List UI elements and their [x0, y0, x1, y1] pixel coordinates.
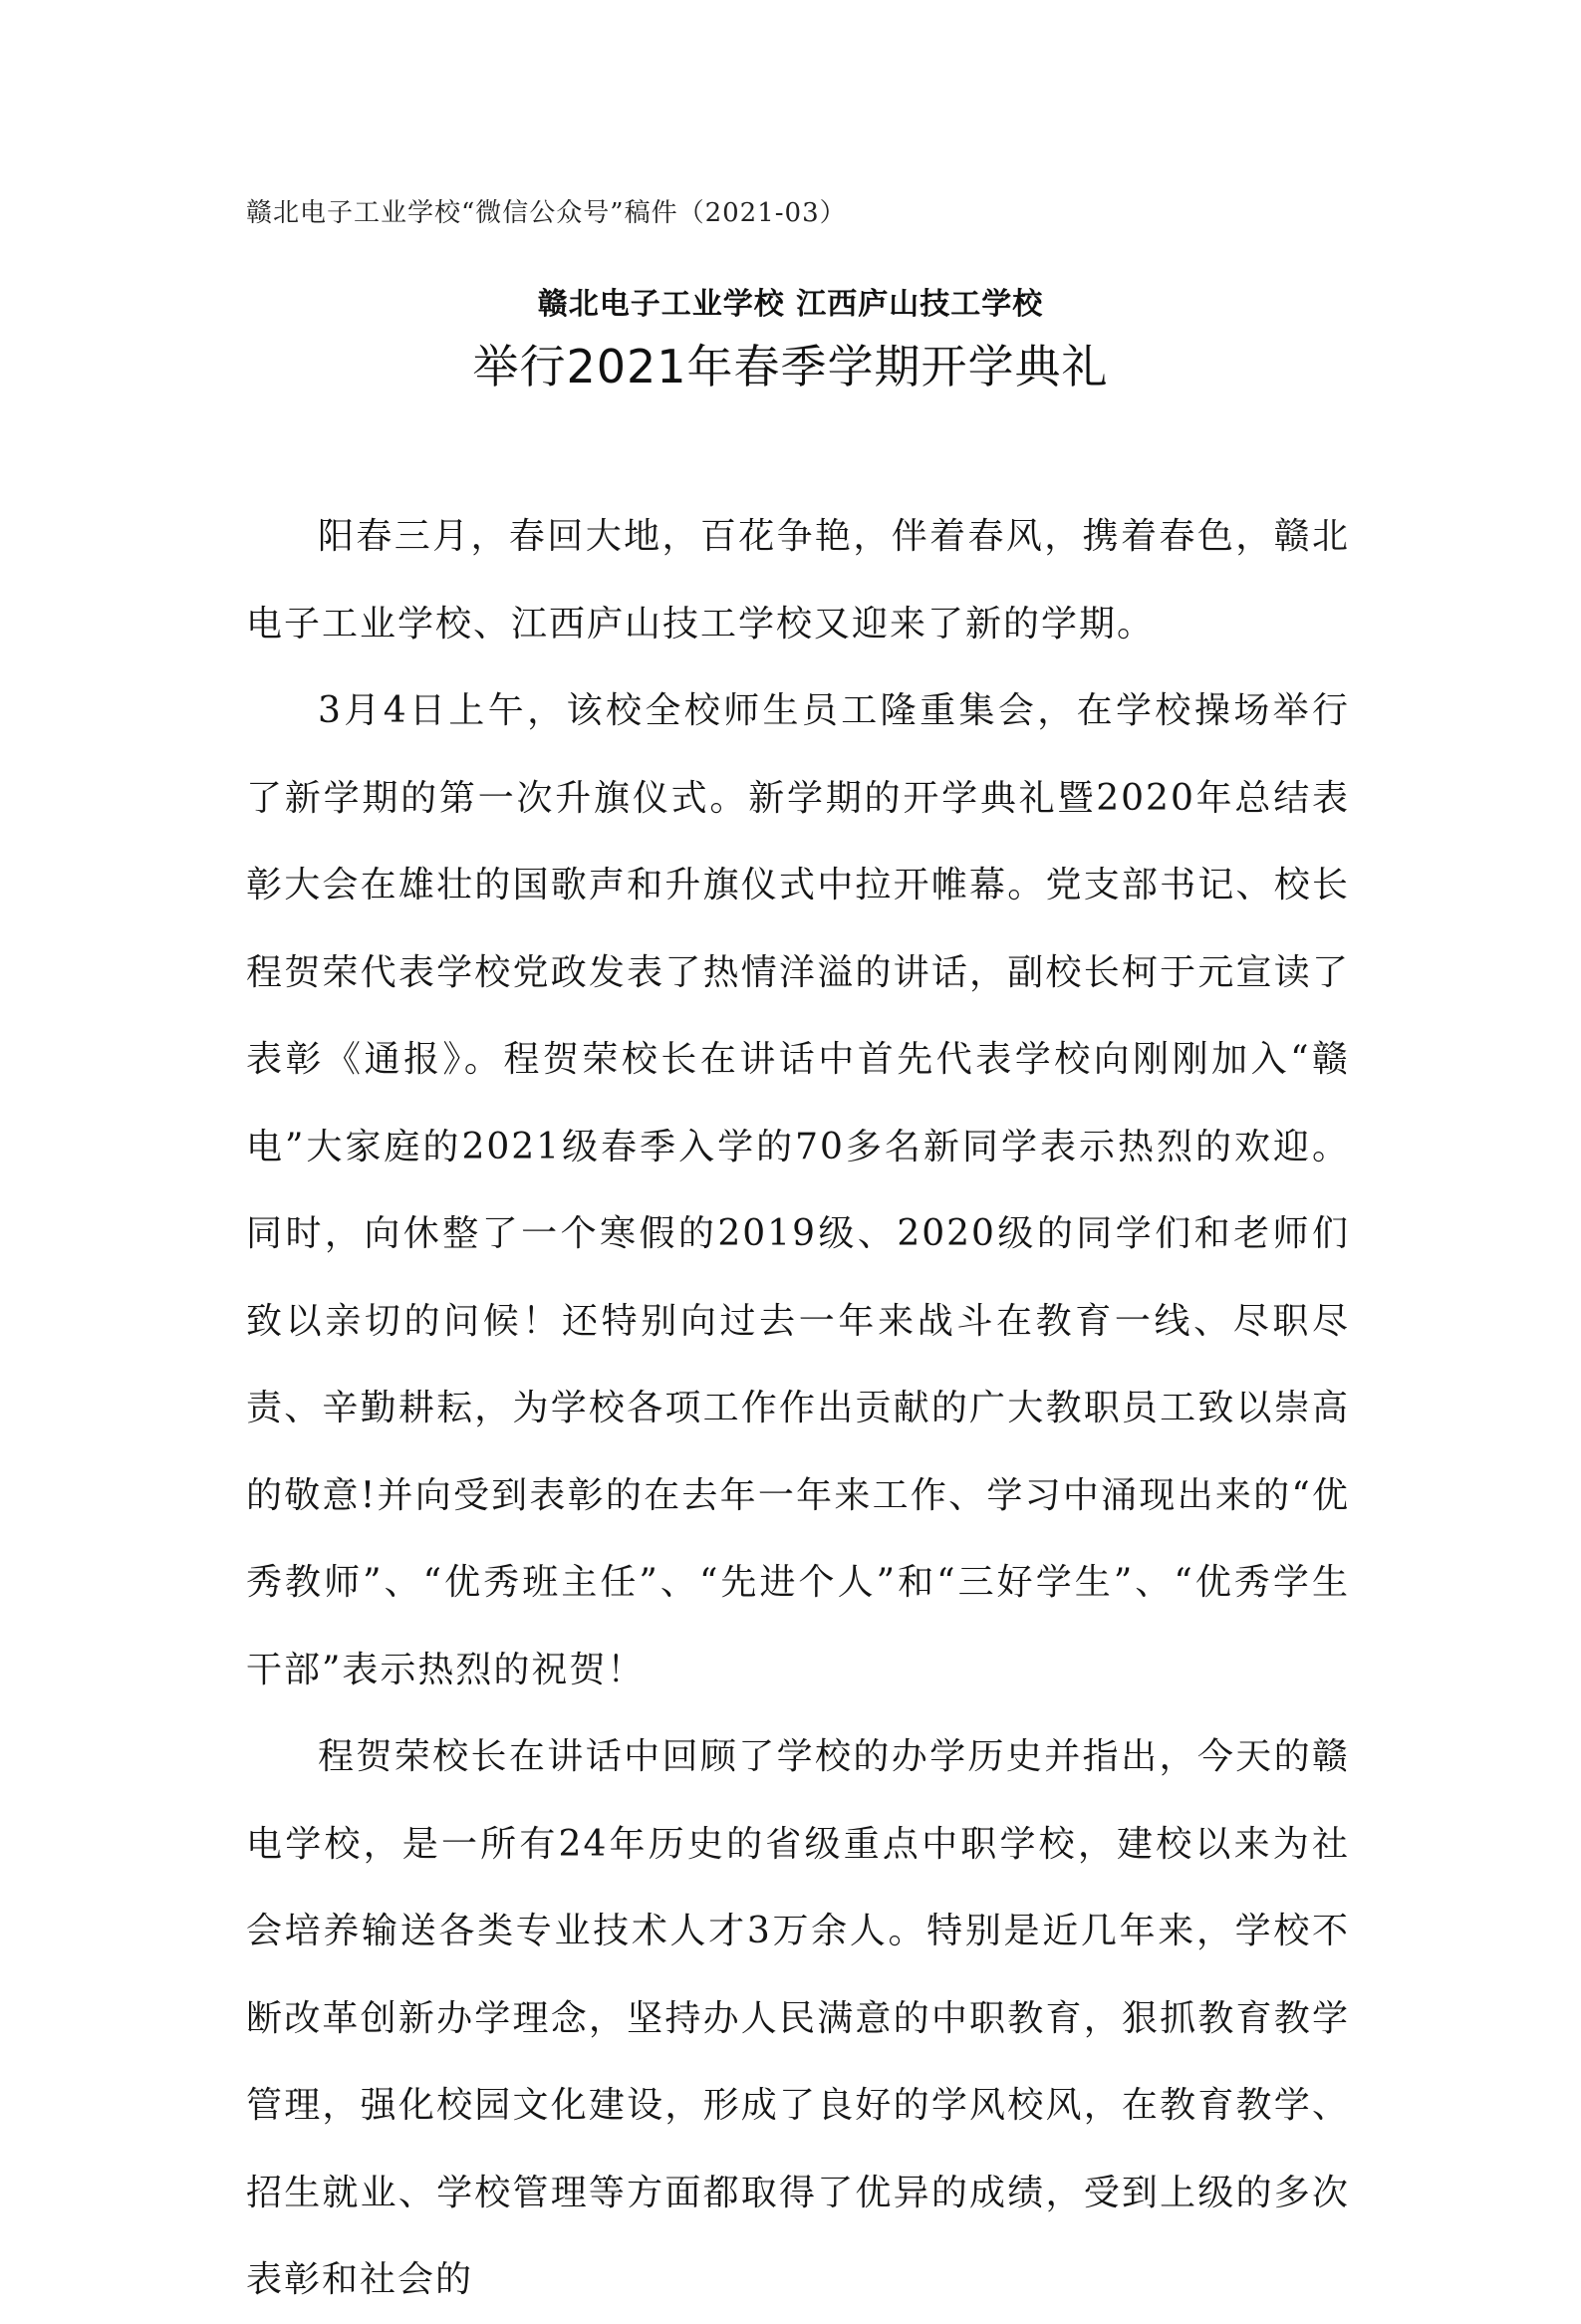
- paragraph-2: 3月4日上午，该校全校师生员工隆重集会，在学校操场举行了新学期的第一次升旗仪式。新学期的开学典礼暨2020年总结表彰大会在雄壮的国歌声和升旗仪式中拉开帷幕。党支部书记、校长程贺荣代表学校党政发表了热情洋溢的讲话，副校长柯于元宣读了表彰《通报》。程贺荣校长在讲话中首先代表学校向刚刚加入“赣电”大家庭的2021级春季入学的70多名新同学表示热烈的欢迎。同时，向休整了一个寒假的2019级、2020级的同学们和老师们致以亲切的问候！还特别向过去一年来战斗在教育一线、尽职尽责、辛勤耕耘，为学校各项工作作出贡献的广大教职员工致以崇高的敬意!并向受到表彰的在去年一年来工作、学习中涌现出来的“优秀教师”、“优秀班主任”、“先进个人”和“三好学生”、“优秀学生干部”表示热烈的祝贺！: [246, 690, 1350, 1690]
- paragraph-1: 阳春三月，春回大地，百花争艳，伴着春风，携着春色，赣北电子工业学校、江西庐山技工学校又迎来了新的学期。: [246, 516, 1350, 645]
- document-subtitle: 赣北电子工业学校 江西庐山技工学校: [537, 287, 1044, 322]
- document-body: [246, 493, 1350, 2324]
- document-title: 举行2021年春季学期开学典礼: [472, 340, 1109, 393]
- document-header-line: 赣北电子工业学校“微信公众号”稿件（2021-03）: [246, 198, 847, 228]
- paragraph-3: 程贺荣校长在讲话中回顾了学校的办学历史并指出，今天的赣电学校，是一所有24年历史的省级重点中职学校，建校以来为社会培养输送各类专业技术人才3万余人。特别是近几年来，学校不断改革创新办学理念，坚持办人民满意的中职教育，狠抓教育教学管理，强化校园文化建设，形成了良好的学风校风，在教育教学、招生就业、学校管理等方面都取得了优异的成绩，受到上级的多次表彰和社会的: [246, 1736, 1350, 2300]
